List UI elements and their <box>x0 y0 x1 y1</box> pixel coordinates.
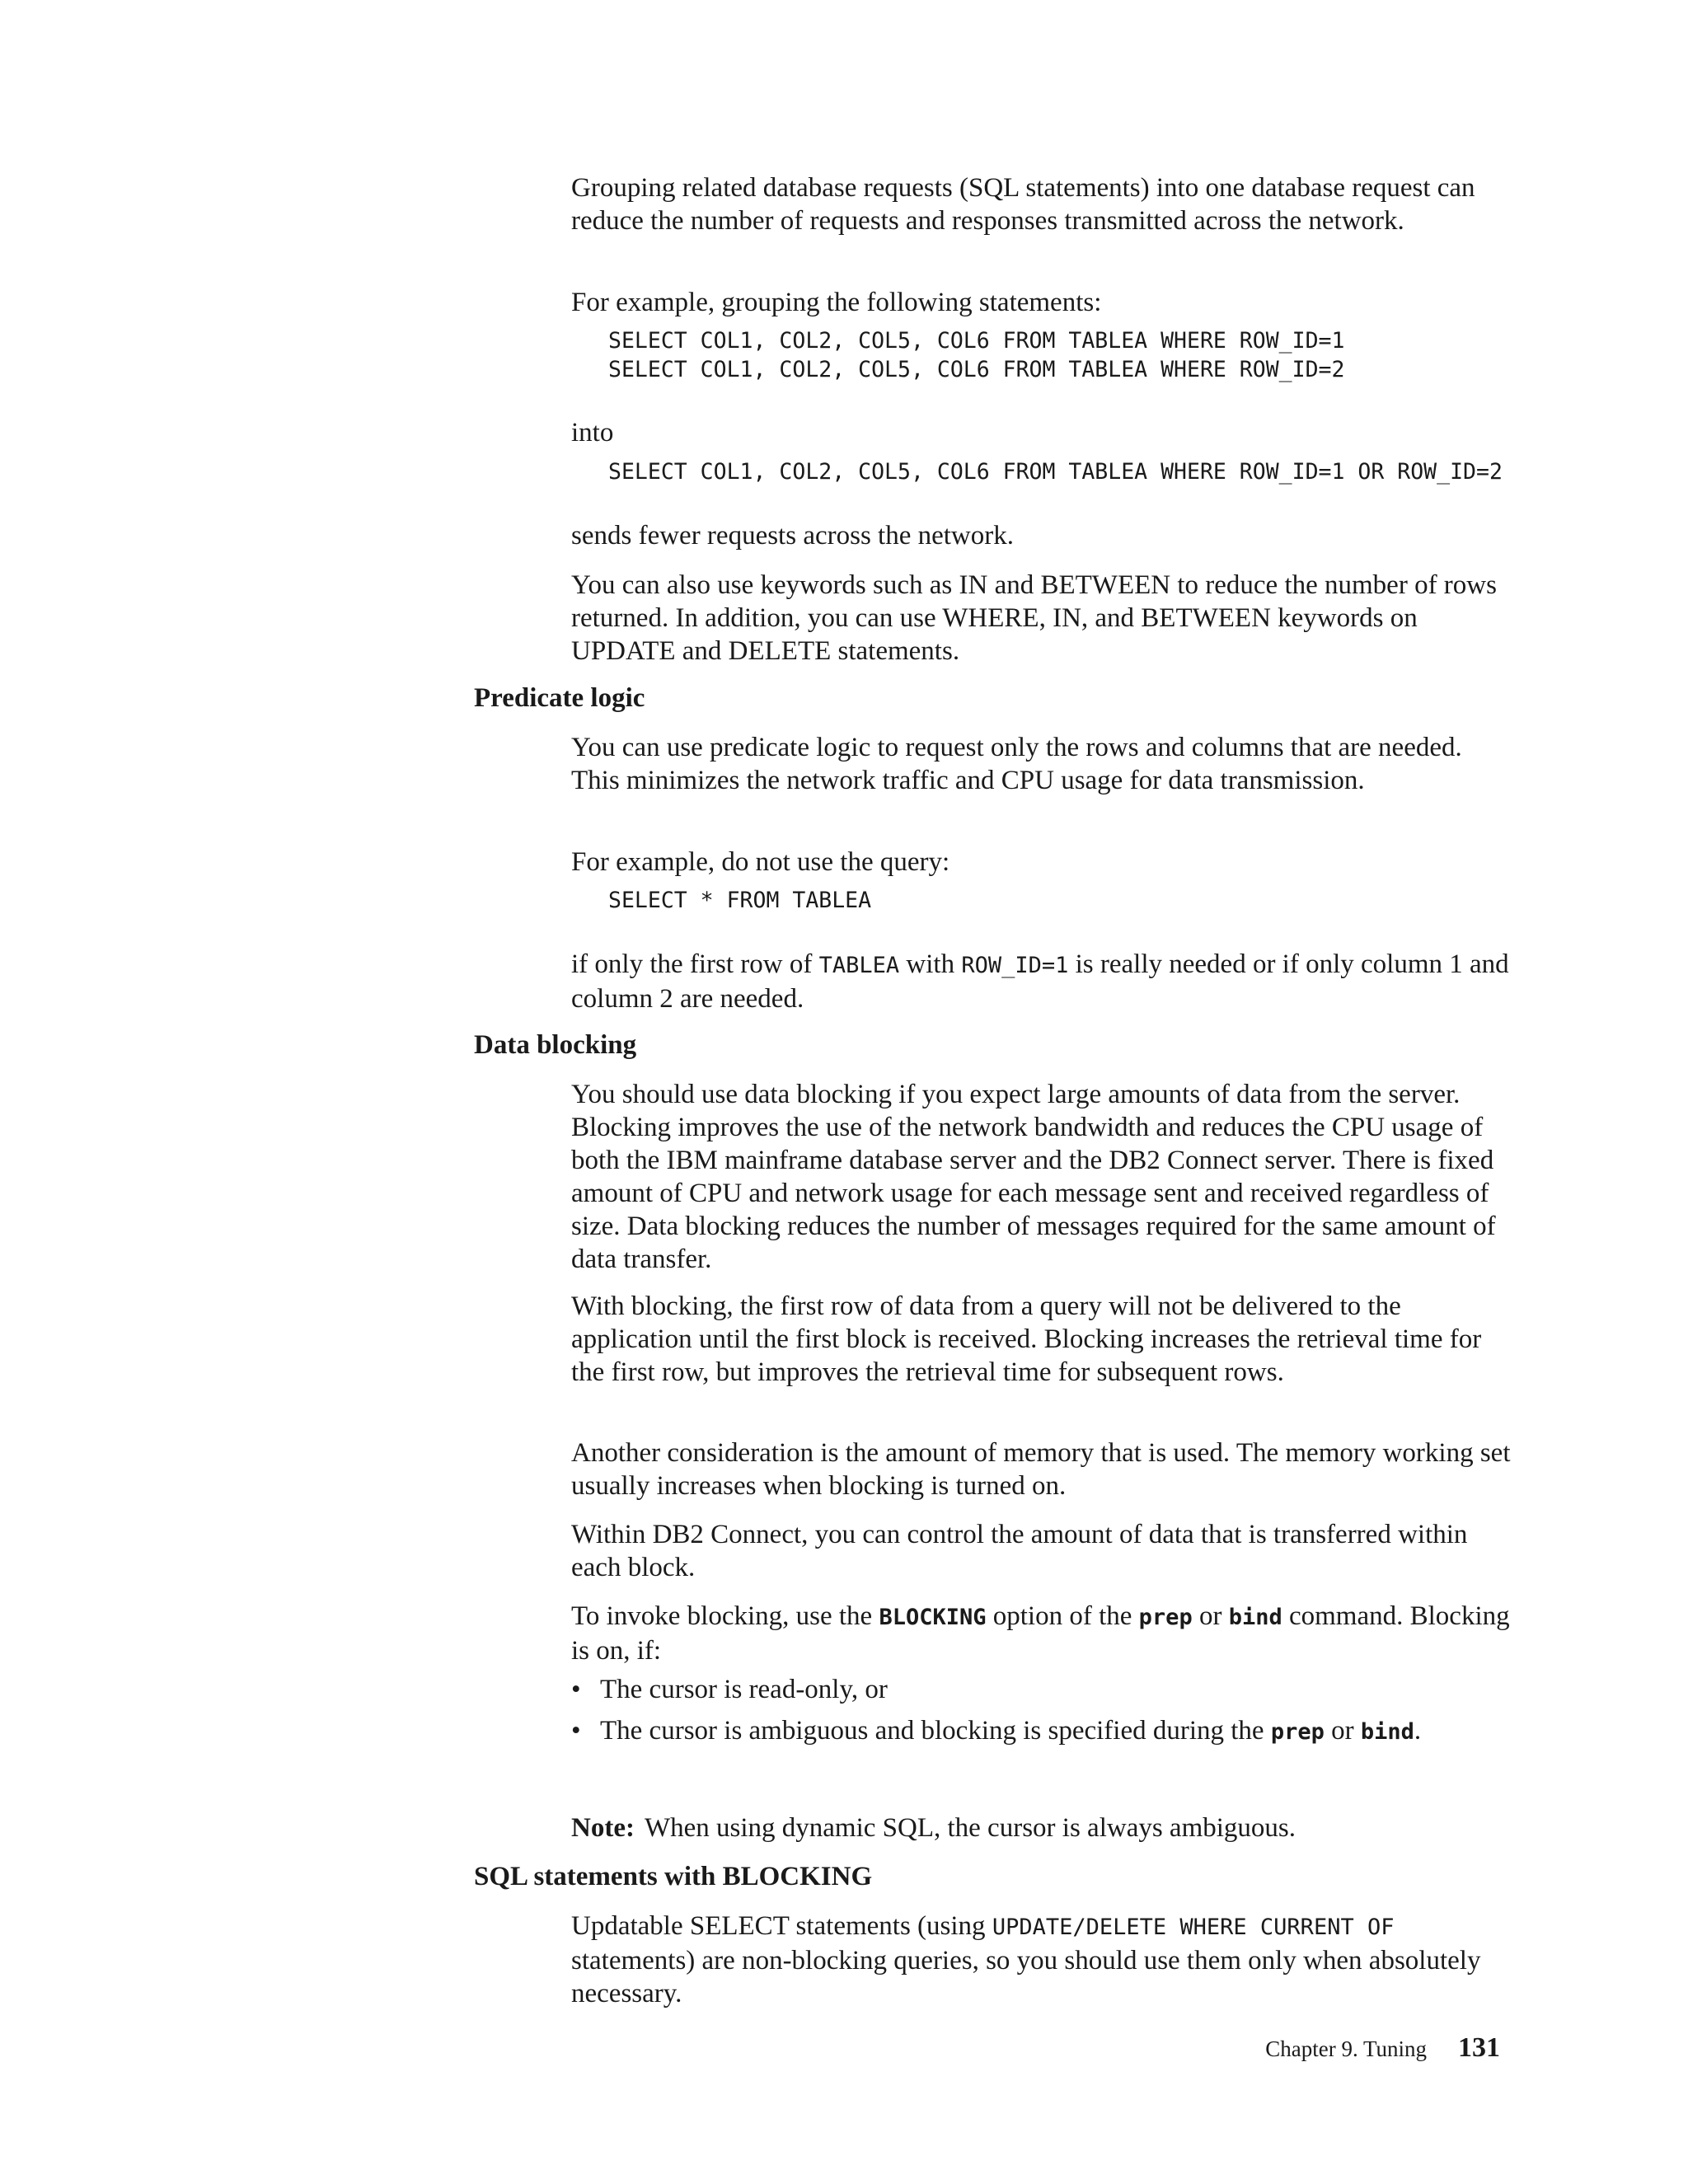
blocking-paragraph-4: Within DB2 Connect, you can control the amount of data that is transferred within each block. <box>571 1520 1468 1582</box>
sqlblocking-paragraph-1: Updatable SELECT statements (using UPDATE/DELETE WHERE CURRENT OF statements) are non-blocking queries, so you should use them only when absolutely necessary. <box>571 1911 1481 2008</box>
into-text: into <box>571 418 614 448</box>
list-item: • The cursor is read-only, or <box>571 1675 888 1704</box>
bullet-icon: • <box>571 1675 581 1704</box>
inline-code-row-id: ROW_ID=1 <box>961 953 1069 978</box>
note: Note: When using dynamic SQL, the cursor is always ambiguous. <box>571 1813 1296 1843</box>
code-block-3: SELECT * FROM TABLEA <box>608 888 872 913</box>
inline-code-tablea: TABLEA <box>818 953 900 978</box>
keyword-prep: prep <box>1270 1719 1325 1745</box>
keyword-bind: bind <box>1228 1605 1282 1630</box>
note-label: Note: <box>571 1813 635 1843</box>
bullet-icon: • <box>571 1716 581 1746</box>
predicate-paragraph-3: if only the first row of TABLEA with ROW_ID=1 is really needed or if only column 1 and column 2 are needed. <box>571 949 1509 1014</box>
page-footer <box>1265 2032 1500 2064</box>
blocking-paragraph-5: To invoke blocking, use the BLOCKING option of the prep or bind command. Blocking is on, if: <box>571 1601 1510 1666</box>
code-block-1-line-2: SELECT COL1, COL2, COL5, COL6 FROM TABLEA WHERE ROW_ID=2 <box>608 357 1345 382</box>
intro-paragraph-1: Grouping related database requests (SQL statements) into one database request can reduce the number of requests and responses transmitted across the network. <box>571 173 1475 236</box>
footer-chapter: Chapter 9. Tuning <box>1265 2036 1427 2061</box>
list-item: • The cursor is ambiguous and blocking is specified during the prep or bind. <box>571 1716 1422 1746</box>
heading-data-blocking: Data blocking <box>474 1030 637 1060</box>
blocking-paragraph-3: Another consideration is the amount of memory that is used. The memory working set usually increases when blocking is turned on. <box>571 1438 1511 1501</box>
intro-paragraph-4: You can also use keywords such as IN and BETWEEN to reduce the number of rows returned. In addition, you can use WHERE, IN, and BETWEEN keywords on UPDATE and DELETE statements. <box>571 570 1497 666</box>
heading-predicate-logic: Predicate logic <box>474 683 645 713</box>
intro-paragraph-3: sends fewer requests across the network. <box>571 521 1014 551</box>
inline-code-update-delete: UPDATE/DELETE WHERE CURRENT OF <box>992 1915 1395 1940</box>
code-block-1-line-1: SELECT COL1, COL2, COL5, COL6 FROM TABLEA WHERE ROW_ID=1 <box>608 328 1345 354</box>
intro-paragraph-2: For example, grouping the following statements: <box>571 288 1102 317</box>
keyword-prep: prep <box>1138 1605 1193 1630</box>
keyword-bind: bind <box>1360 1719 1414 1745</box>
page-number: 131 <box>1458 2032 1500 2063</box>
keyword-blocking: BLOCKING <box>879 1605 987 1630</box>
predicate-paragraph-2: For example, do not use the query: <box>571 847 950 877</box>
predicate-paragraph-1: You can use predicate logic to request only the rows and columns that are needed. This minimizes the network traffic and CPU usage for data transmission. <box>571 733 1462 795</box>
blocking-paragraph-2: With blocking, the first row of data from a query will not be delivered to the application until the first block is received. Blocking increases the retrieval time for the first row, but improves the retrieval time for subsequent rows. <box>571 1291 1482 1387</box>
code-block-2: SELECT COL1, COL2, COL5, COL6 FROM TABLEA WHERE ROW_ID=1 OR ROW_ID=2 <box>608 459 1503 485</box>
heading-sql-statements-with-blocking: SQL statements with BLOCKING <box>474 1862 873 1891</box>
blocking-paragraph-1: You should use data blocking if you expect large amounts of data from the server. Blocking improves the use of the network bandwidth and reduces the CPU usage of both the IBM mainframe database server and the DB2 Connect server. There is fixed amount of CPU and network usage for each message sent and received regardless of size. Data blocking reduces the number of messages required for the same amount of data transfer. <box>571 1080 1496 1274</box>
